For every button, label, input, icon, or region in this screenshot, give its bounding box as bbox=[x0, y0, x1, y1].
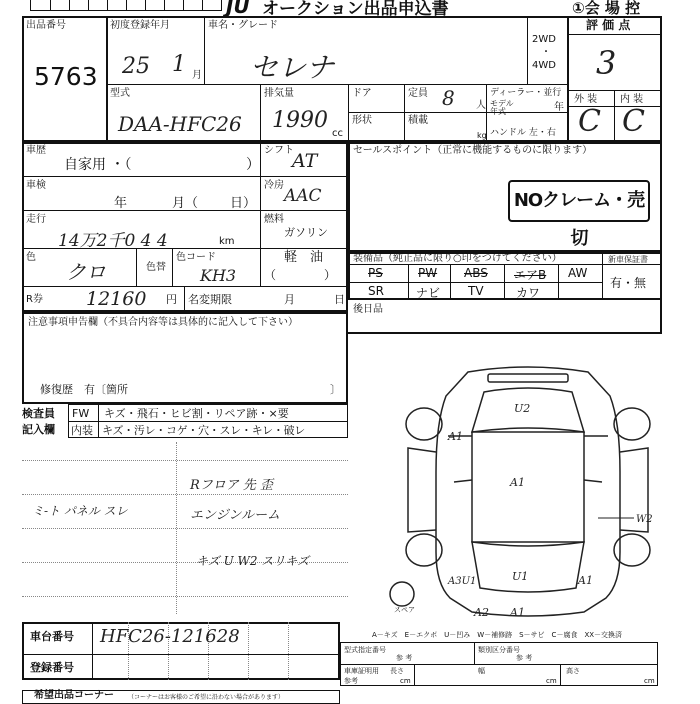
diagram-mark-u1: U1 bbox=[512, 570, 529, 583]
rating-value: 3 bbox=[596, 44, 617, 82]
chassis-label: 車台番号 bbox=[30, 630, 74, 643]
spec-width-unit: cm bbox=[546, 677, 557, 685]
chassis-value: HFC26-121628 bbox=[100, 626, 240, 647]
inspector-interior: 内装 bbox=[71, 424, 93, 437]
repair-history-close: 〕 bbox=[330, 383, 341, 396]
fuel-label: 燃料 bbox=[264, 214, 284, 225]
category-label: 車歴 bbox=[26, 145, 46, 156]
car-name-value: セレナ bbox=[250, 51, 335, 84]
inspection-year: 年 bbox=[114, 196, 128, 211]
handle-label: ハンドル 左・右 bbox=[490, 128, 556, 138]
equip-aw: AW bbox=[568, 266, 588, 280]
lot-label: 出品番号 bbox=[26, 20, 66, 31]
diagram-spare-label: スペア bbox=[394, 606, 415, 614]
inspector-row1: キズ・飛石・ヒビ割・リペア跡・×要 bbox=[104, 407, 289, 420]
spec-cert-label: 車庫証明用 bbox=[344, 667, 379, 675]
spec-reference: 参考 bbox=[344, 677, 358, 685]
first-reg-month-unit: 月 bbox=[192, 70, 202, 81]
displacement-label: 排気量 bbox=[264, 88, 294, 99]
spec-category-label: 類別区分番号 bbox=[478, 646, 520, 654]
color-code-value: KH3 bbox=[200, 266, 237, 285]
header-title: オークション出品申込書 bbox=[262, 0, 449, 19]
equip-ps: PS bbox=[368, 266, 383, 280]
equip-navi: ナビ bbox=[416, 286, 441, 300]
inspection-day: 日） bbox=[230, 196, 257, 211]
inspection-label: 車検 bbox=[26, 180, 46, 191]
later-items-label: 後日品 bbox=[353, 304, 383, 315]
recycle-value: 12160 bbox=[86, 288, 147, 310]
drive-4wd: 4WD bbox=[532, 60, 556, 71]
equip-abs: ABS bbox=[464, 266, 488, 280]
diagram-mark-a1-bottom: A1 bbox=[510, 606, 525, 619]
diagram-mark-a2: A2 bbox=[474, 606, 489, 619]
drive-dot: ・ bbox=[541, 47, 551, 58]
recycle-unit: 円 bbox=[166, 293, 177, 306]
inspector-label-2: 記入欄 bbox=[22, 423, 55, 436]
diagram-mark-a1-mid: A1 bbox=[510, 476, 525, 489]
dealer-label: ディーラー・並行 bbox=[490, 88, 562, 98]
no-claim-stamp: NOクレーム・売切 bbox=[508, 180, 650, 222]
capacity-label: 定員 bbox=[408, 88, 428, 99]
inspector-row2: キズ・汚レ・コゲ・穴・スレ・キレ・破レ bbox=[102, 424, 305, 437]
copy-label: ①会 場 控 bbox=[572, 0, 641, 17]
displacement-unit: cc bbox=[332, 128, 343, 139]
model-year-label: モデル 年式 bbox=[490, 99, 514, 116]
recycle-label: R券 bbox=[26, 294, 43, 305]
diagram-mark-a1-right: A1 bbox=[578, 574, 593, 587]
color-value: クロ bbox=[66, 260, 106, 284]
mileage-label: 走行 bbox=[26, 214, 46, 225]
shift-label: シフト bbox=[264, 145, 294, 156]
load-unit: kg bbox=[477, 131, 487, 140]
diagram-mark-w2: W2 bbox=[636, 514, 653, 525]
capacity-unit: 人 bbox=[476, 100, 486, 111]
color-change-label: 色替 bbox=[146, 262, 166, 273]
equip-pw: PW bbox=[418, 266, 438, 280]
category-close: ） bbox=[246, 157, 260, 173]
displacement-value: 1990 bbox=[272, 108, 328, 133]
top-check-strip bbox=[30, 0, 222, 11]
first-reg-month: 1 bbox=[172, 52, 186, 77]
spec-width-label: 幅 bbox=[478, 667, 485, 675]
name-change-day: 日 bbox=[334, 293, 345, 306]
load-label: 積載 bbox=[408, 115, 428, 126]
inspector-label-1: 検査員 bbox=[22, 407, 55, 420]
shape-label: 形状 bbox=[352, 115, 372, 126]
inspection-month: 月（ bbox=[172, 196, 199, 211]
spec-designation-label: 型式指定番号 bbox=[344, 646, 386, 654]
lot-number: 5763 bbox=[34, 62, 98, 91]
diagram-mark-a1-top: A1 bbox=[448, 430, 463, 443]
interior-grade: C bbox=[622, 104, 645, 139]
color-label: 色 bbox=[26, 252, 36, 263]
car-damage-diagram bbox=[388, 362, 668, 620]
inspector-fw: FW bbox=[72, 407, 90, 420]
name-change-month: 月 bbox=[284, 293, 295, 306]
spec-length-unit: cm bbox=[400, 677, 411, 685]
warranty-label: 新車保証書 bbox=[608, 255, 648, 264]
footer-corner-note: （コーナーはお客様のご希望に沿わない場合があります） bbox=[128, 694, 285, 701]
fuel-gas: ガソリン bbox=[284, 226, 328, 239]
mileage-unit: km bbox=[219, 236, 235, 247]
model-label: 型式 bbox=[110, 88, 130, 99]
drive-2wd: 2WD bbox=[532, 34, 556, 45]
door-label: ドア bbox=[352, 88, 372, 99]
warranty-value: 有・無 bbox=[610, 276, 647, 290]
model-year-unit: 年 bbox=[554, 102, 564, 113]
sales-point-label: セールスポイント（正常に機能するものに限ります） bbox=[353, 145, 593, 156]
header-logo: JU bbox=[226, 0, 250, 18]
equipment-label: 装備品（純正品に限り○印をつけてください） bbox=[353, 253, 562, 264]
first-reg-label: 初度登録年月 bbox=[110, 20, 170, 31]
car-name-label: 車名・グレード bbox=[208, 20, 278, 31]
category-value: 自家用 ・（ bbox=[64, 157, 132, 173]
spec-length-label: 長さ bbox=[390, 667, 404, 675]
diagram-mark-a3u1: A3U1 bbox=[448, 576, 477, 587]
first-reg-year: 25 bbox=[122, 54, 150, 79]
capacity-value: 8 bbox=[442, 86, 455, 110]
mileage-value: 14万2千0 4 4 bbox=[58, 231, 168, 251]
name-change-label: 名変期限 bbox=[188, 293, 232, 306]
spec-ref-1: 参 考 bbox=[396, 654, 413, 662]
equip-tv: TV bbox=[468, 284, 484, 298]
notes-label: 注意事項申告欄（不具合内容等は具体的に記入して下さい） bbox=[28, 317, 298, 328]
spec-height-unit: cm bbox=[644, 677, 655, 685]
equip-leather: カワ bbox=[516, 286, 541, 300]
aircon-label: 冷房 bbox=[264, 180, 284, 191]
exterior-label: 外 装 bbox=[574, 94, 598, 105]
aircon-value: AAC bbox=[284, 186, 322, 206]
fuel-diesel: 軽 油 bbox=[284, 250, 324, 265]
repair-history-label: 修復歴 有〔箇所 bbox=[40, 383, 128, 396]
note-engine-room: エンジンルーム bbox=[190, 508, 281, 523]
diagram-mark-u2: U2 bbox=[514, 402, 531, 415]
equip-sr: SR bbox=[368, 284, 384, 298]
model-value: DAA-HFC26 bbox=[118, 112, 242, 136]
note-floor: Rフロア 先 歪 bbox=[190, 478, 274, 493]
note-meter-panel: ミ-ト パネル スレ bbox=[32, 504, 128, 518]
shift-value: AT bbox=[292, 150, 318, 172]
damage-legend: A－キズ E－エクボ U－凹み W－補修跡 S－サビ C－腐食 XX－交換済 bbox=[372, 631, 623, 639]
color-code-label: 色コード bbox=[176, 252, 216, 263]
spec-ref-2: 参 考 bbox=[516, 654, 533, 662]
note-scratches: キズ U W2 スリキズ bbox=[196, 554, 310, 568]
fuel-other: （ ） bbox=[264, 268, 337, 282]
interior-label: 内 装 bbox=[620, 94, 644, 105]
spec-height-label: 高さ bbox=[566, 667, 580, 675]
rating-label: 評 価 点 bbox=[586, 18, 631, 32]
footer-corner-label: 希望出品コーナー bbox=[34, 690, 114, 701]
exterior-grade: C bbox=[578, 104, 601, 139]
equip-airbag: エアB bbox=[514, 268, 547, 282]
registration-label: 登録番号 bbox=[30, 661, 74, 674]
